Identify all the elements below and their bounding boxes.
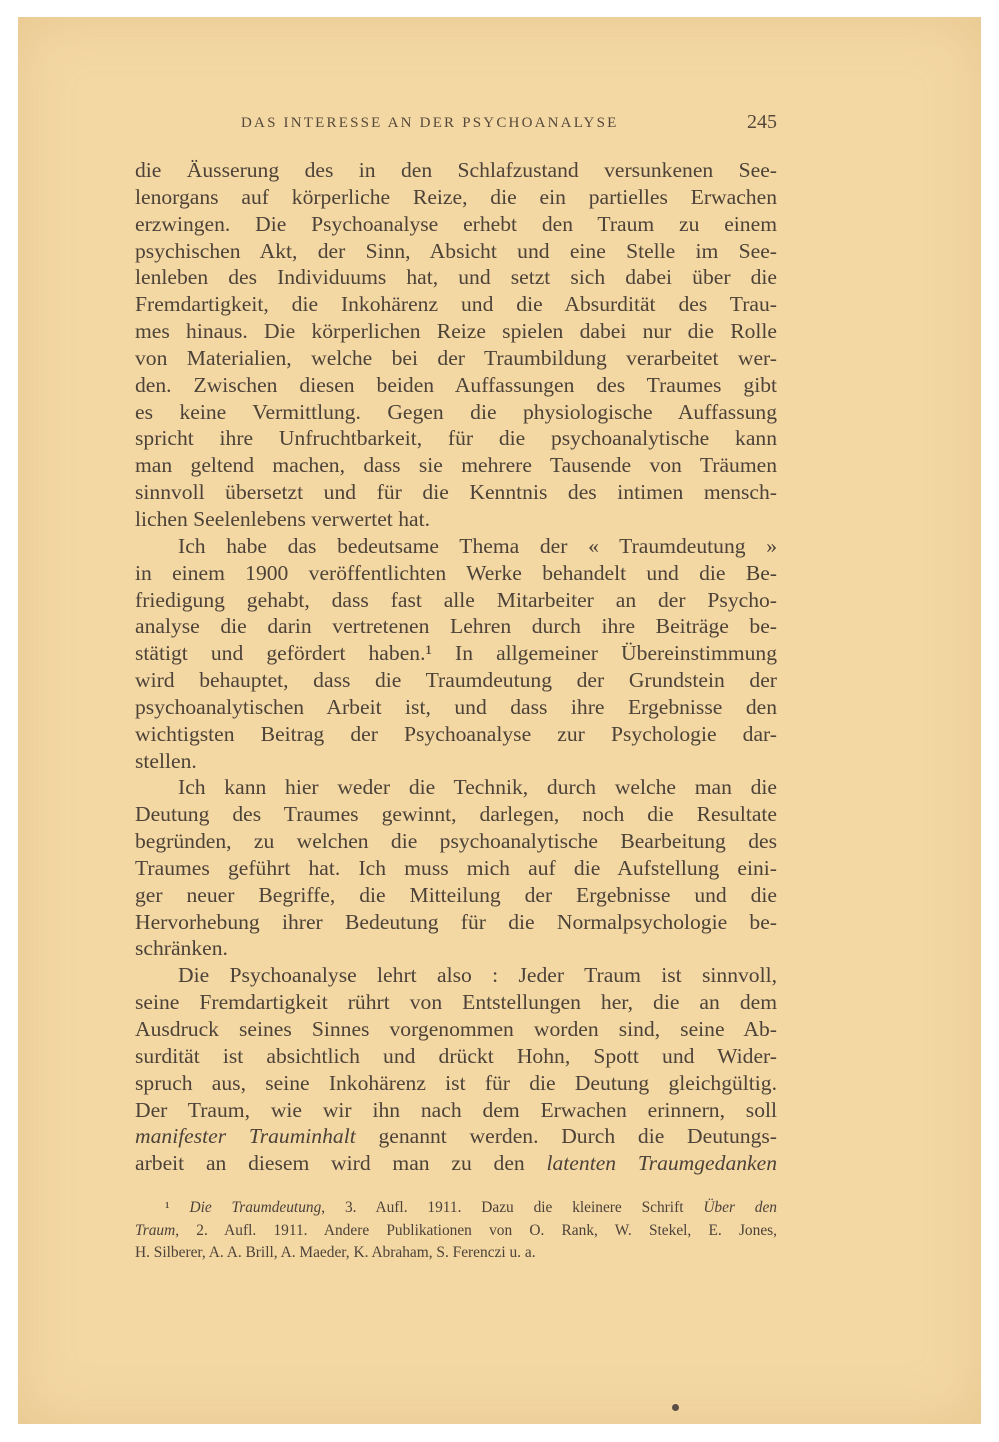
text-fragment: arbeit an diesem wird man zu den [135,1151,547,1176]
text-line: Die Psychoanalyse lehrt also : Jeder Traum ist sinnvoll, [178,963,777,988]
text-line: erzwingen. Die Psychoanalyse erhebt den Traum zu einem [135,211,777,236]
text-line: surdität ist absichtlich und drückt Hohn, Spott und Wider- [135,1043,777,1068]
page-number: 245 [747,111,777,133]
text-line: den. Zwischen diesen beiden Auffassungen des Traumes gibt [135,372,777,397]
text-line: spricht ihre Unfruchtbarkeit, für die psychoanalytische kann [135,426,777,451]
text-line: es keine Vermittlung. Gegen die physiologische Auffassung [135,399,777,424]
text-line: Ausdruck seines Sinnes vorgenommen worden sind, seine Ab- [135,1017,777,1041]
footnote-mark: ¹ [165,1199,190,1216]
text-line: spruch aus, seine Inkohärenz ist für die Deutung gleichgültig. [135,1070,777,1095]
footnote [135,1197,777,1265]
text-line: friedigung gehabt, dass fast alle Mitarbeiter an der Psycho- [135,587,777,612]
text-line: ger neuer Begriffe, die Mitteilung der Ergebnisse und die [135,882,777,907]
text-line: Der Traum, wie wir ihn nach dem Erwachen erinnern, soll [135,1097,777,1122]
italic-term: manifester Trauminhalt [135,1124,356,1149]
text-fragment: , 3. Aufl. 1911. Dazu die kleinere Schrift [321,1199,704,1216]
text-line: Ich kann hier weder die Technik, durch welche man die [178,775,777,800]
text-line: wird behauptet, dass die Traumdeutung der Grundstein der [135,668,777,693]
text-line: von Materialien, welche bei der Traumbildung verarbeitet wer- [135,345,777,370]
italic-term: latenten Traumgedanken [546,1151,778,1176]
text-line: psychoanalytischen Arbeit ist, und dass ihre Ergebnisse den [135,694,777,719]
footnote-line [135,1197,777,1220]
footnote-title: Traum [135,1221,176,1239]
text-line: stätigt und gefördert haben.¹ In allgemeiner Übereinstimmung [135,641,777,666]
text-line: sinnvoll übersetzt und für die Kenntnis des intimen mensch- [135,480,777,505]
text-line: in einem 1900 veröffentlichten Werke behandelt und die Be- [135,560,777,585]
text-line: die Äusserung des in den Schlafzustand versunkenen See- [135,158,777,182]
ink-speck [672,1404,679,1411]
text-line: mes hinaus. Die körperlichen Reize spielen dabei nur die Rolle [135,319,777,344]
text-line: lichen Seelenlebens verwertet hat. [135,506,430,531]
text-line: begründen, zu welchen die psychoanalytische Bearbeitung des [135,829,777,854]
text-line: stellen. [135,748,197,773]
text-line: seine Fremdartigkeit rührt von Entstellungen her, die an dem [135,990,777,1015]
text-line: lenleben des Individuums hat, und setzt sich dabei über die [135,265,777,290]
footnote-title: Über den [703,1199,777,1216]
body-text [135,157,777,1177]
text-line: analyse die darin vertretenen Lehren durch ihre Beiträge be- [135,614,777,639]
text-line: psychischen Akt, der Sinn, Absicht und eine Stelle im See- [135,238,777,263]
text-fragment: genannt werden. Durch die Deutungs- [355,1124,777,1149]
text-line: wichtigsten Beitrag der Psychoanalyse zur Psychologie dar- [135,721,777,746]
text-line: Hervorhebung ihrer Bedeutung für die Normalpsychologie be- [135,909,777,934]
running-head [135,113,777,135]
footnote-title: Die Traumdeutung [189,1199,322,1216]
text-line: lenorgans auf körperliche Reize, die ein partielles Erwachen [135,184,777,209]
footnote-line: H. Silberer, A. A. Brill, A. Maeder, K. Abraham, S. Ferenczi u. a. [135,1244,536,1261]
text-line [135,1150,777,1177]
text-line: Deutung des Traumes gewinnt, darlegen, noch die Resultate [135,802,777,827]
text-fragment: , 2. Aufl. 1911. Andere Publikationen von O. Rank, W. Stekel, E. Jones, [175,1221,777,1239]
text-line: man geltend machen, dass sie mehrere Tausende von Träumen [135,453,777,478]
running-title: DAS INTERESSE AN DER PSYCHOANALYSE [241,115,619,131]
text-line: Ich habe das bedeutsame Thema der « Traumdeutung » [178,533,777,558]
text-line: schränken. [135,936,228,961]
text-line: Traumes geführt hat. Ich muss mich auf die Aufstellung eini- [135,855,777,880]
text-line [135,1123,777,1150]
text-line: Fremdartigkeit, die Inkohärenz und die Absurdität des Trau- [135,292,777,317]
footnote-line [135,1220,777,1243]
